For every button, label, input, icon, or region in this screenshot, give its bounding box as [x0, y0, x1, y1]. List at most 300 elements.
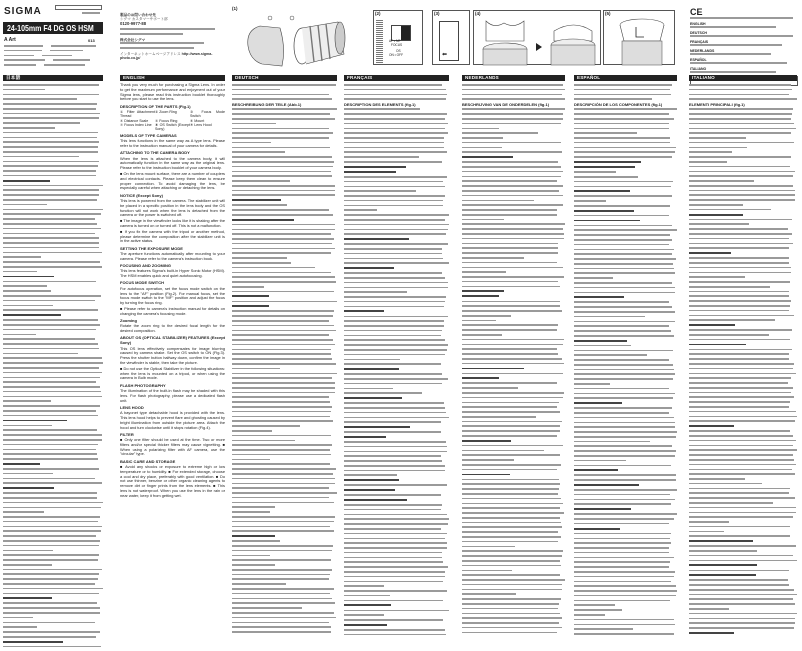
heading: MODELS OF TYPE CAMERAS	[120, 132, 177, 138]
text-line	[232, 598, 332, 600]
body-lines	[462, 108, 565, 633]
paragraph: ■ The image in the viewfinder looks like it is shaking after the camera is turned on or turned off. This is not a malfunction.	[120, 218, 225, 229]
text-line	[462, 262, 557, 264]
subheading-line	[232, 535, 275, 537]
text-line	[689, 373, 796, 375]
text-line	[689, 142, 794, 144]
text-line	[689, 185, 793, 187]
part-item: ④ Distance Scale	[120, 118, 149, 123]
text-line	[689, 238, 789, 240]
model-row	[4, 64, 102, 69]
text-line	[3, 256, 41, 258]
text-line	[344, 108, 420, 110]
subheading-line	[574, 161, 641, 163]
text-line	[462, 118, 563, 120]
text-line	[574, 561, 670, 563]
text-line	[574, 422, 675, 424]
text-line	[462, 132, 538, 134]
text-line	[3, 377, 100, 379]
text-line	[232, 622, 329, 624]
text-line	[3, 223, 97, 225]
text-line	[574, 494, 670, 496]
text-line	[689, 584, 789, 586]
part-item: ⑦ Focus Index Line	[120, 122, 152, 127]
text-line	[574, 479, 676, 481]
text-line	[574, 94, 671, 96]
text-line	[689, 219, 792, 221]
text-line	[3, 237, 99, 239]
text-line	[3, 151, 98, 153]
text-line	[462, 608, 558, 610]
heading: DESCRIPTION OF THE PARTS (Fig.1)	[120, 103, 191, 109]
text-line	[344, 595, 390, 597]
text-line	[344, 151, 447, 153]
text-line	[689, 526, 790, 528]
text-line	[232, 204, 287, 206]
code-text	[82, 12, 100, 14]
text-line	[462, 286, 560, 288]
text-line	[574, 301, 669, 303]
text-line	[689, 209, 771, 211]
text-line	[344, 509, 441, 511]
heading: BASIC CARE AND STORAGE	[120, 458, 176, 464]
text-line	[3, 569, 102, 571]
text-line	[462, 503, 563, 505]
text-line	[344, 214, 449, 216]
text-line	[689, 401, 790, 403]
text-line	[574, 417, 674, 419]
text-line	[462, 84, 563, 86]
text-line	[574, 426, 675, 428]
text-line	[344, 335, 441, 337]
text-line	[574, 412, 669, 414]
ce-mark: CE	[690, 7, 703, 17]
text-line	[232, 267, 315, 269]
body-lines	[232, 108, 337, 632]
text-line	[574, 244, 669, 246]
text-line	[689, 535, 790, 537]
subheading-line	[3, 180, 50, 182]
paragraph: This OS lens effectively compensates for image blurring caused by camera shake. Set the OS switch to ON (Fig.3). Press the shutter button halfway down, confirm the image in the viewfinder is stable, then take the picture.	[120, 345, 225, 365]
text-line	[574, 450, 676, 452]
text-line	[3, 247, 99, 249]
text-line	[462, 392, 564, 394]
text-line	[690, 17, 793, 19]
product-title-bar	[3, 22, 103, 34]
deutsch-column	[232, 84, 337, 636]
subheading-line	[344, 267, 394, 269]
subheading-line	[344, 489, 395, 491]
text-line	[462, 622, 559, 624]
text-line	[232, 545, 333, 547]
text-line	[232, 272, 331, 274]
text-line	[689, 608, 729, 610]
text-line	[3, 468, 99, 470]
section-english: ENGLISH	[120, 75, 225, 81]
text-line	[3, 252, 102, 254]
text-line	[689, 363, 794, 365]
text-line	[344, 219, 445, 221]
text-line	[462, 123, 561, 125]
text-line	[344, 451, 447, 453]
text-line	[689, 560, 797, 562]
text-line	[462, 421, 562, 423]
text-line	[232, 583, 286, 585]
subheading-line	[3, 597, 52, 599]
af-mf-label: AF • MF	[389, 39, 401, 43]
text-line	[3, 511, 44, 513]
text-line	[574, 306, 672, 308]
body-lines	[689, 108, 797, 633]
text-line	[689, 286, 770, 288]
text-line	[574, 205, 670, 207]
text-line	[232, 229, 335, 231]
text-line	[462, 147, 502, 149]
text-line	[344, 465, 445, 467]
text-line	[689, 295, 789, 297]
text-line	[232, 612, 334, 614]
text-line	[574, 619, 674, 621]
text-line	[3, 415, 98, 417]
text-line	[232, 440, 295, 442]
subheading-line	[689, 344, 746, 346]
text-line	[3, 564, 52, 566]
text-line	[689, 161, 727, 163]
text-line	[232, 506, 275, 508]
text-line	[344, 629, 445, 631]
text-line	[689, 156, 791, 158]
text-line	[574, 142, 670, 144]
heading: ELEMENTI PRINCIPALI (fig.1)	[689, 102, 745, 108]
text-line	[232, 142, 271, 144]
grip-texture	[376, 19, 383, 64]
text-line	[3, 473, 53, 475]
text-line	[3, 526, 102, 528]
text-line	[3, 295, 101, 297]
text-line	[50, 50, 83, 52]
text-line	[232, 151, 285, 153]
text-line	[3, 434, 102, 436]
heading: FOCUS MODE SWITCH	[120, 280, 164, 286]
text-line	[462, 233, 564, 235]
subheading-line	[232, 305, 269, 307]
text-line	[462, 98, 565, 100]
text-line	[689, 84, 791, 86]
text-line	[3, 425, 52, 427]
text-line	[689, 492, 789, 494]
text-line	[344, 229, 448, 231]
text-line	[574, 345, 631, 347]
text-line	[574, 123, 669, 125]
text-line	[689, 194, 795, 196]
text-line	[232, 425, 300, 427]
text-line	[689, 622, 795, 624]
text-line	[232, 449, 330, 451]
text-line	[3, 353, 78, 355]
text-line	[232, 84, 336, 86]
subheading-line	[462, 295, 499, 297]
text-line	[689, 334, 769, 336]
text-line	[344, 339, 445, 341]
text-line	[232, 593, 330, 595]
text-line	[3, 482, 102, 484]
text-line	[574, 369, 674, 371]
text-line	[462, 137, 503, 139]
text-line	[3, 502, 103, 504]
text-line	[462, 329, 557, 331]
text-line	[3, 540, 100, 542]
text-line	[3, 213, 101, 215]
heading: ABOUT OS (OPTICAL STABILIZER) FEATURES (Except Sony)	[120, 335, 225, 346]
text-line	[462, 479, 559, 481]
text-line	[574, 263, 673, 265]
text-line	[689, 89, 792, 91]
text-line	[232, 487, 329, 489]
text-line	[4, 64, 36, 66]
text-line	[232, 406, 332, 408]
text-line	[232, 349, 331, 351]
text-line	[3, 612, 100, 614]
text-line	[689, 257, 789, 259]
text-line	[344, 253, 442, 255]
text-line	[689, 281, 790, 283]
text-line	[232, 353, 331, 355]
text-line	[232, 281, 336, 283]
text-line	[689, 123, 794, 125]
text-line	[344, 209, 377, 211]
text-line	[344, 123, 448, 125]
text-line	[574, 108, 677, 110]
os-label: OS	[396, 49, 401, 53]
heading: SETTING THE EXPOSURE MODE	[120, 245, 183, 251]
text-line	[574, 234, 670, 236]
text-line	[232, 564, 275, 566]
text-line	[3, 559, 98, 561]
text-line	[232, 463, 330, 465]
text-line	[574, 628, 633, 630]
text-line	[689, 521, 729, 523]
text-line	[689, 233, 792, 235]
text-line	[462, 493, 558, 495]
text-line	[574, 465, 671, 467]
section-italiano: ITALIANO	[689, 75, 797, 81]
text-line	[462, 435, 557, 437]
text-line	[574, 397, 673, 399]
text-line	[344, 118, 445, 120]
text-line	[689, 175, 793, 177]
text-line	[3, 261, 100, 263]
text-line	[3, 453, 97, 455]
text-line	[574, 609, 622, 611]
on-off-label: ON • OFF	[389, 53, 404, 57]
text-line	[574, 89, 670, 91]
text-line	[3, 305, 53, 307]
text-line	[344, 533, 447, 535]
text-line	[462, 214, 557, 216]
text-line	[689, 349, 792, 351]
text-line	[3, 329, 96, 331]
text-line	[344, 306, 444, 308]
subheading-line	[574, 220, 640, 222]
subheading-line	[462, 290, 504, 292]
text-line	[3, 545, 99, 547]
text-line	[232, 540, 280, 542]
text-line	[344, 571, 445, 573]
text-line	[3, 103, 97, 105]
text-line	[344, 181, 443, 183]
text-line	[689, 555, 793, 557]
text-line	[462, 271, 506, 273]
text-line	[344, 132, 448, 134]
text-line	[462, 450, 544, 452]
text-line	[574, 388, 669, 390]
text-line	[574, 272, 675, 274]
text-line	[3, 554, 99, 556]
support-phone: 0120-9977-88	[120, 20, 147, 26]
text-line	[344, 89, 446, 91]
text-line	[344, 547, 447, 549]
text-line	[232, 459, 270, 461]
text-line	[3, 194, 99, 196]
text-line	[232, 473, 333, 475]
text-line	[3, 242, 99, 244]
text-line	[3, 98, 77, 100]
subheading-line	[344, 436, 386, 438]
text-line	[3, 588, 103, 590]
text-line	[689, 228, 788, 230]
text-line	[344, 98, 446, 100]
text-line	[574, 378, 673, 380]
text-line	[462, 584, 562, 586]
text-line	[574, 547, 669, 549]
text-line	[344, 147, 444, 149]
text-line	[344, 460, 442, 462]
text-line	[344, 272, 442, 274]
text-line	[51, 45, 96, 47]
figure-label: (1)	[232, 6, 238, 11]
text-line	[574, 249, 674, 251]
subheading-line	[232, 295, 269, 297]
text-line	[689, 497, 795, 499]
text-line	[574, 585, 676, 587]
text-line	[232, 180, 290, 182]
text-line	[3, 516, 100, 518]
text-line	[574, 84, 672, 86]
text-line	[574, 330, 671, 332]
text-line	[344, 407, 445, 409]
subheading-line	[574, 402, 622, 404]
text-line	[689, 377, 791, 379]
text-line	[574, 151, 675, 153]
text-line	[344, 113, 447, 115]
text-line	[689, 445, 793, 447]
subheading-line	[689, 324, 735, 326]
text-line	[232, 330, 336, 332]
text-line	[3, 165, 98, 167]
text-line	[690, 71, 776, 73]
paragraph: For autofocus operation, set the focus mode switch on the lens to the "AF" position (Fig.2). For manual focus, set the focus mode switch to the "MF" position and adjust the focus by turning the focus ring.	[120, 285, 225, 306]
text-line	[344, 619, 443, 621]
text-line	[232, 521, 334, 523]
text-line	[574, 325, 669, 327]
text-line	[232, 631, 331, 633]
subheading-line	[689, 540, 753, 542]
text-line	[344, 494, 441, 496]
text-line	[3, 578, 98, 580]
text-line	[3, 367, 99, 369]
section-deutsch: DEUTSCH	[232, 75, 337, 81]
text-line	[574, 542, 671, 544]
text-line	[462, 536, 561, 538]
text-line	[689, 368, 793, 370]
text-line	[462, 617, 562, 619]
text-line	[344, 291, 407, 293]
intro-lines	[462, 84, 565, 100]
text-line	[344, 128, 445, 130]
text-line	[689, 128, 796, 130]
text-line	[689, 272, 791, 274]
text-line	[3, 622, 95, 624]
text-line	[232, 396, 329, 398]
text-line	[232, 368, 280, 370]
heading: BESCHRIJVING VAN DE ONDERDELEN (fig.1)	[462, 102, 550, 108]
text-line	[344, 282, 448, 284]
text-line	[462, 89, 565, 91]
text-line	[462, 276, 564, 278]
text-line	[574, 455, 675, 457]
text-line	[462, 603, 559, 605]
text-line	[232, 194, 335, 196]
text-line	[232, 301, 337, 303]
text-line	[344, 320, 444, 322]
paragraph: This lens functions in the same way as A type lens. Please refer to the instruction manual of your camera for details.	[120, 138, 225, 149]
subheading-line	[574, 484, 639, 486]
francais-column	[344, 84, 449, 639]
text-line	[689, 396, 794, 398]
support-center: シグマ カスタマーサポート部	[120, 17, 168, 22]
text-line	[3, 324, 100, 326]
subheading-line	[689, 564, 757, 566]
text-line	[462, 546, 515, 548]
text-line	[232, 156, 332, 158]
text-line	[689, 618, 795, 620]
text-line	[344, 316, 448, 318]
paragraph: ■ Do not use the Optical Stabilizer in the following situations: when the lens is mounted on a tripod, or when using the camera in Bulb mode.	[120, 365, 225, 381]
text-line	[574, 316, 645, 318]
text-line	[344, 363, 441, 365]
subheading-line	[574, 528, 620, 530]
text-line	[689, 469, 792, 471]
text-line	[462, 387, 518, 389]
text-line	[344, 538, 445, 540]
text-line	[462, 320, 496, 322]
text-line	[689, 579, 788, 581]
text-line	[344, 137, 444, 139]
text-line	[232, 185, 335, 187]
text-line	[3, 338, 95, 340]
part-item: ⑥ Mount	[190, 118, 205, 123]
text-line	[574, 253, 672, 255]
text-line	[462, 517, 560, 519]
text-line	[574, 287, 675, 289]
text-line	[344, 233, 446, 235]
text-line	[232, 118, 335, 120]
support-url[interactable]: http://www.sigma-photo.co.jp/	[120, 51, 213, 61]
text-line	[344, 262, 449, 264]
text-line	[462, 252, 558, 254]
text-line	[3, 189, 99, 191]
text-line	[462, 406, 557, 408]
